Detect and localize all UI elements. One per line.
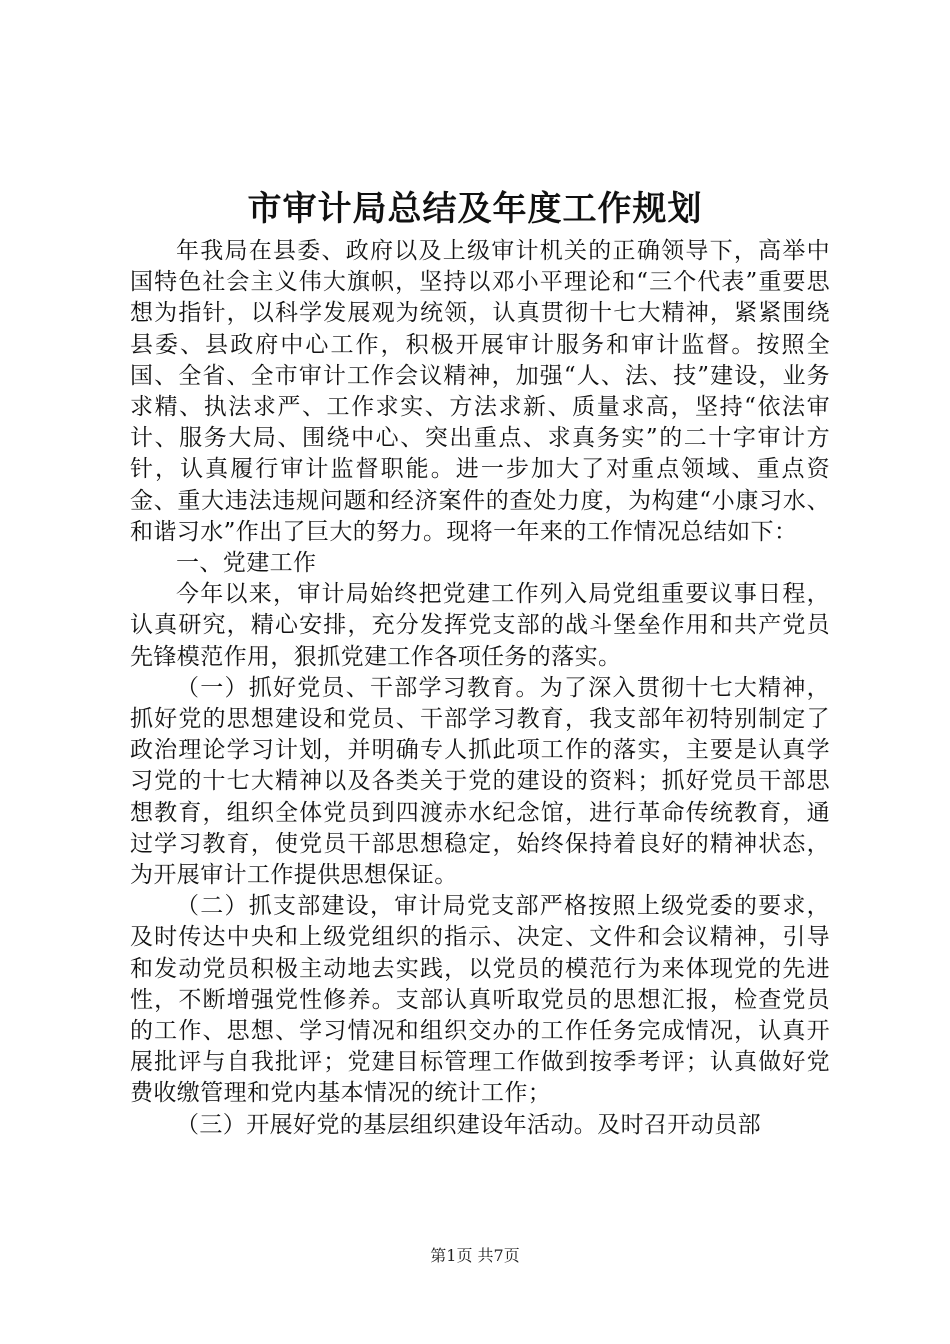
document-title: 市审计局总结及年度工作规划 (247, 189, 703, 229)
page-footer: 第1页 共7页 (430, 1246, 520, 1265)
grassroots-organization-paragraph: （三）开展好党的基层组织建设年活动。及时召开动员部 (176, 1111, 761, 1138)
study-education-paragraph: （一）抓好党员、干部学习教育。为了深入贯彻十七大精神，抓好党的思想建设和党员、干部学习教育，我支部年初特别制定了政治理论学习计划，并明确专人抓此项工作的落实，主要是认真学习党的十七大精神以及各类关于党的建设的资料；抓好党员干部思想教育，组织全体党员到四渡赤水纪念馆，进行革命传统教育，通过学习教育，使党员干部思想稳定，始终保持着良好的精神状态，为开展审计工作提供思想保证。 (130, 674, 830, 889)
document-body (130, 236, 830, 1141)
section-heading-party-building: 一、党建工作 (176, 550, 317, 577)
party-building-paragraph: 今年以来，审计局始终把党建工作列入局党组重要议事日程，认真研究，精心安排，充分发挥党支部的战斗堡垒作用和共产党员先锋模范作用，狠抓党建工作各项任务的落实。 (130, 581, 830, 670)
intro-paragraph: 年我局在县委、政府以及上级审计机关的正确领导下，高举中国特色社会主义伟大旗帜，坚持以邓小平理论和“三个代表”重要思想为指针，以科学发展观为统领，认真贯彻十七大精神，紧紧围绕县委、县政府中心工作，积极开展审计服务和审计监督。按照全国、全省、全市审计工作会议精神，加强“人、法、技”建设，业务求精、执法求严、工作求实、方法求新、质量求高，坚持“依法审计、服务大局、围绕中心、突出重点、求真务实”的二十字审计方针，认真履行审计监督职能。进一步加大了对重点领域、重点资金、重大违法违规问题和经济案件的查处力度，为构建“小康习水、和谐习水”作出了巨大的努力。现将一年来的工作情况总结如下： (130, 238, 830, 545)
branch-construction-paragraph: （二）抓支部建设，审计局党支部严格按照上级党委的要求，及时传达中央和上级党组织的指示、决定、文件和会议精神，引导和发动党员积极主动地去实践，以党员的模范行为来体现党的先进性，不断增强党性修养。支部认真听取党员的思想汇报，检查党员的工作、思想、学习情况和组织交办的工作任务完成情况，认真开展批评与自我批评；党建目标管理工作做到按季考评；认真做好党费收缴管理和党内基本情况的统计工作； (130, 893, 830, 1107)
